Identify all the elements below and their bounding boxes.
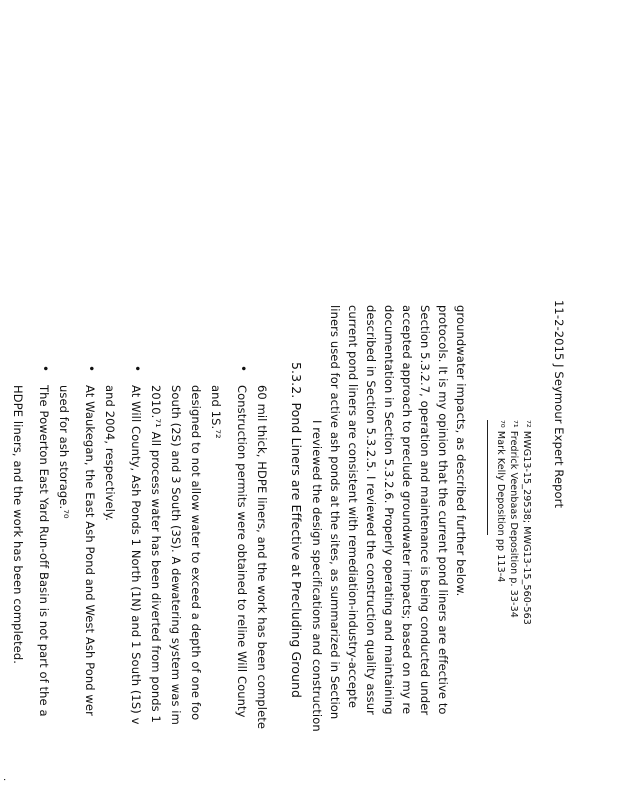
text-line: 60 mil thick, HDPE liners, and the work has been complete — [255, 385, 269, 730]
footnote-rule — [487, 420, 488, 535]
bullet-icon: • — [38, 365, 52, 373]
text-line: used for ash storage.⁷⁰ — [57, 385, 71, 519]
text-line: groundwater impacts, as described further below. — [454, 305, 468, 597]
speck-mark: . — [1, 778, 12, 782]
footnote: ⁷² MWG13-15_29538; MWG13-15_560-563 — [521, 420, 532, 625]
text-line: HDPE liners, and the work has been completed. — [11, 385, 25, 664]
text-line: protocols. It is my opinion that the current pond liners are effective to — [436, 305, 450, 715]
text-line: and 1S.⁷² — [209, 385, 223, 439]
footnote: ⁷⁰ Mark Kelly Deposition pp 113-4 — [495, 420, 506, 583]
text-line: Section 5.3.2.7, operation and maintenance is being conducted under — [418, 305, 432, 716]
bullet-icon: • — [130, 365, 144, 373]
text-line: documentation in Section 5.3.2.6. Properly operating and maintaining — [382, 305, 396, 715]
text-line: I reviewed the design specifications and construction — [310, 420, 324, 732]
text-line: liners used for active ash ponds at the sites, as summarized in Section — [328, 305, 342, 720]
text-line: described in Section 5.3.2.5. I reviewed the construction quality assur — [364, 305, 378, 715]
text-line: accepted approach to preclude groundwater impacts; based on my re — [400, 305, 414, 715]
bullet-icon: • — [236, 365, 250, 373]
text-line: 2010.⁷¹ All process water has been diverted from ponds 1 — [149, 385, 163, 723]
section-heading: 5.3.2. Pond Liners are Effective at Precluding Ground — [289, 362, 304, 699]
text-line: and 2004, respectively. — [103, 385, 117, 522]
text-line: At Waukegan, the East Ash Pond and West Ash Pond wer — [83, 385, 97, 716]
page-footer: 11-2-2015 J Seymour Expert Report — [552, 300, 566, 509]
bullet-icon: • — [84, 365, 98, 373]
footnote: ⁷¹ Fredrick Veenbaas Deposition p. 33-34 — [508, 420, 519, 618]
text-line: South (2S) and 3 South (3S). A dewatering system was im — [169, 385, 183, 725]
text-line: The Powerton East Yard Run-off Basin is not part of the a — [37, 385, 51, 717]
text-line: designed to not allow water to exceed a depth of one foo — [189, 385, 203, 721]
text-line: current pond liners are consistent with remediation-industry-accepte — [346, 305, 360, 709]
text-line: At Will County, Ash Ponds 1 North (1N) and 1 South (1S) v — [129, 385, 143, 725]
text-line: Construction permits were obtained to reline Will County — [235, 385, 249, 718]
